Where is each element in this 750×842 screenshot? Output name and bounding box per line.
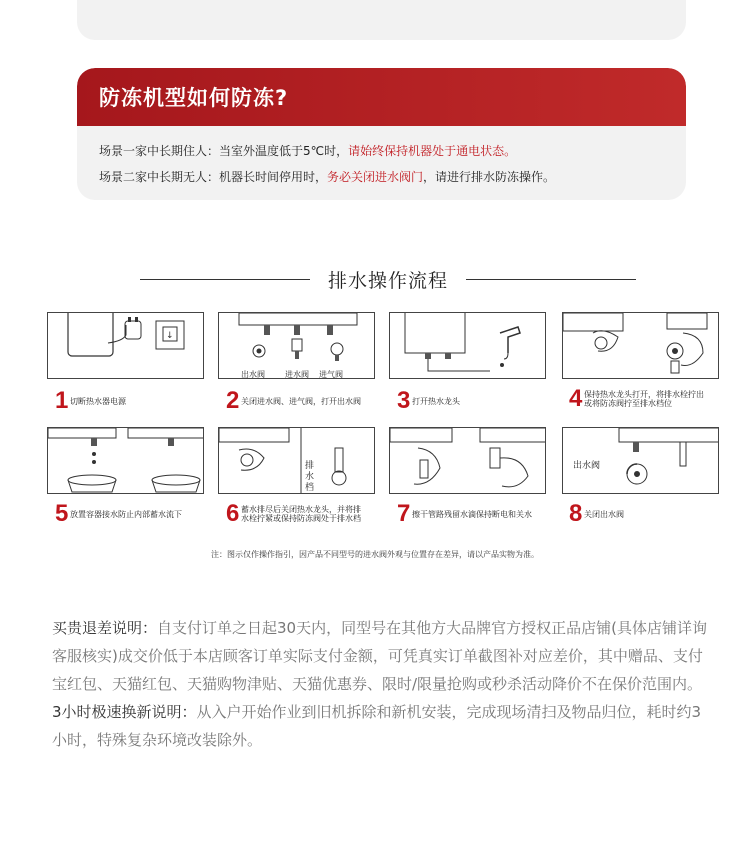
refund-policy <box>52 614 712 698</box>
step-text: 打开热水龙头 <box>412 396 460 406</box>
step-4-illustration <box>562 312 719 379</box>
flow-title-row <box>140 264 636 294</box>
step-3-illustration <box>389 312 546 379</box>
antifreeze-faq-card <box>77 68 686 200</box>
scenario-2 <box>99 164 686 190</box>
exchange-policy <box>52 698 712 754</box>
step-6-caption <box>226 500 361 527</box>
step-4-caption <box>569 385 704 412</box>
step-text: 切断热水器电源 <box>70 396 126 406</box>
step-6-illustration <box>218 427 375 494</box>
scenario-2-suffix: ，请进行排水防冻操作。 <box>423 170 556 184</box>
step-7-illustration <box>389 427 546 494</box>
step-text: 擦干管路残留水滴保持断电和关水 <box>412 509 532 519</box>
flow-note: 注：图示仅作操作指引，因产品不同型号的进水阀外观与位置存在差异，请以产品实物为准。 <box>211 550 539 559</box>
step-number: 6 <box>226 500 240 527</box>
divider-left <box>140 279 310 280</box>
step-number: 3 <box>397 387 411 414</box>
scenario-1-highlight: 请始终保持机器处于通电状态。 <box>348 144 517 158</box>
step-number: 5 <box>55 500 69 527</box>
step-5-illustration <box>47 427 204 494</box>
top-card-remnant <box>77 0 686 40</box>
step-text: 保持热水龙头打开，将排水栓拧出 或将防冻阀拧至排水档位 <box>584 390 704 408</box>
step-2-illustration <box>218 312 375 379</box>
step-text: 放置容器接水防止内部蓄水流下 <box>70 509 182 519</box>
step-8-caption <box>569 500 624 527</box>
step-3-caption <box>397 387 460 414</box>
refund-text: 自支付订单之日起30天内，同型号在其他方大品牌官方授权正品店铺(具体店铺详询客服核实)成交价低于本店顾客订单实际支付金额，可凭真实订单截图补对应差价，其中赠品、支付宝红包、天猫红包、天猫购物津贴、天猫优惠券、限时/限量抢购或秒杀活动降价不在保价范围内。 <box>52 619 707 693</box>
step-number: 7 <box>397 500 411 527</box>
step-2-caption <box>226 387 361 414</box>
divider-right <box>466 279 636 280</box>
step-text: 关闭进水阀、进气阀，打开出水阀 <box>241 396 361 406</box>
step-number: 2 <box>226 387 240 414</box>
outlet-valve-8-label: 出水阀 <box>573 461 601 471</box>
outlet-valve-label: 出水阀 <box>241 370 265 379</box>
flow-title: 排水操作流程 <box>328 269 449 292</box>
drain-gear-label-2: 水 <box>305 472 315 482</box>
step-number: 8 <box>569 500 583 527</box>
step-5-caption <box>55 500 182 527</box>
faq-header <box>77 68 686 126</box>
exchange-text: 从入户开始作业到旧机拆除和新机安装，完成现场清扫及物品归位，耗时约3小时，特殊复杂环境改装除外。 <box>52 703 702 749</box>
step-number: 1 <box>55 387 69 414</box>
inlet-valve-label: 进水阀 <box>285 370 309 379</box>
step-1-caption <box>55 387 126 414</box>
scenario-2-text: 场景二家中长期无人：机器长时间停用时， <box>99 170 328 184</box>
scenario-1 <box>99 138 686 164</box>
step-text: 蓄水排尽后关闭热水龙头，并将排 水栓拧紧或保持防冻阀处于排水档 <box>241 505 361 523</box>
step-text: 关闭出水阀 <box>584 509 624 519</box>
step-number: 4 <box>569 385 583 412</box>
drain-gear-label-1: 排 <box>305 461 315 471</box>
policy-section <box>52 614 712 754</box>
scenario-2-highlight: 务必关闭进水阀门 <box>327 170 424 184</box>
faq-title: 防冻机型如何防冻? <box>99 86 289 110</box>
step-8-illustration <box>562 427 719 494</box>
step-7-caption <box>397 500 532 527</box>
gas-valve-label: 进气阀 <box>319 370 343 379</box>
exchange-label: 3小时极速换新说明： <box>52 703 197 721</box>
faq-body <box>77 126 686 190</box>
refund-label: 买贵退差说明： <box>52 619 158 637</box>
step-1-illustration <box>47 312 204 379</box>
drain-gear-label-3: 档 <box>305 483 315 493</box>
svg-text:↓: ↓ <box>166 331 174 341</box>
scenario-1-text: 场景一家中长期住人：当室外温度低于5℃时， <box>99 144 349 158</box>
